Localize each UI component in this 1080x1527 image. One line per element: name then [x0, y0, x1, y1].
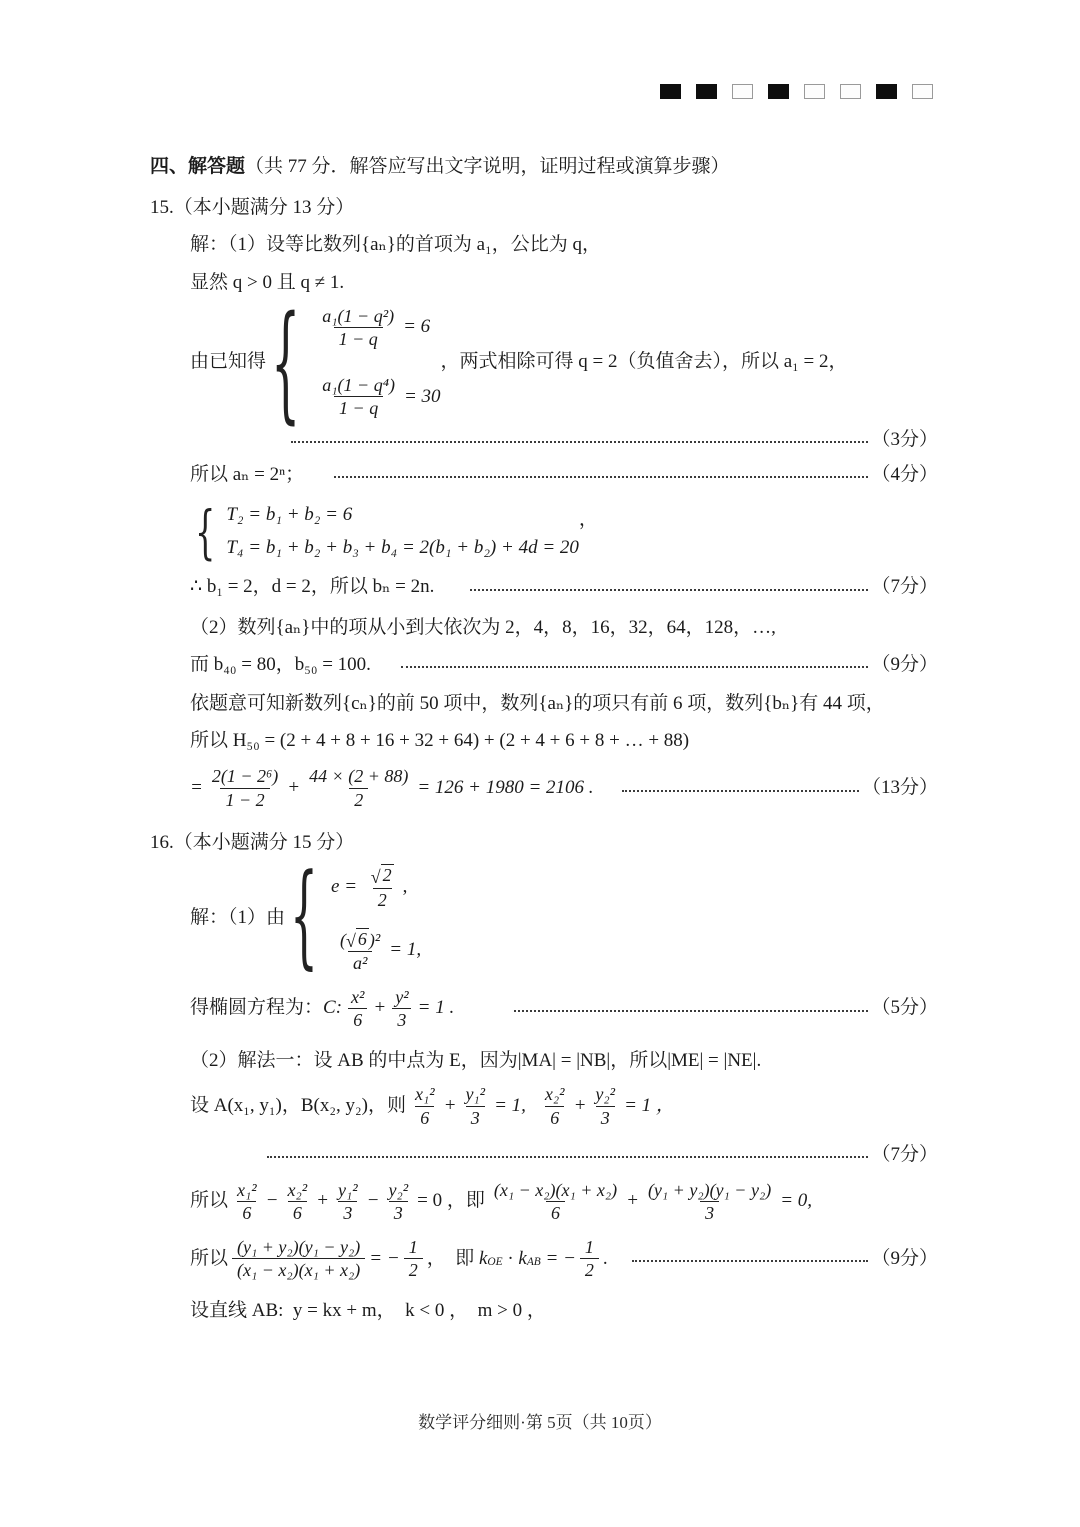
- fraction-numerator: y₁²: [337, 1179, 358, 1200]
- fraction: [489, 1180, 622, 1223]
- dotted-leader: [334, 473, 868, 478]
- q15-system1: [190, 287, 938, 437]
- fraction-denominator: 2: [580, 1258, 599, 1280]
- q16-system1-prefix: 解：（1）由: [190, 907, 286, 929]
- fraction-denominator: 3: [596, 1106, 615, 1128]
- corner-mark-square: [660, 84, 681, 99]
- left-brace-icon: {: [195, 497, 216, 566]
- k-symbol: k: [478, 1247, 488, 1269]
- q15-calc-result: = 126 + 1980 = 2106 .: [417, 777, 594, 799]
- q15-system1-stack: [313, 306, 440, 419]
- score-line-3: [282, 427, 938, 453]
- fraction-numerator: a₁(1 − q⁴): [322, 375, 395, 396]
- score-badge-3: （3分）: [871, 428, 938, 450]
- q16-ellipse-rhs: = 1 .: [417, 997, 455, 1019]
- k-symbol: k: [518, 1247, 527, 1269]
- equation-rhs: = 1 ，: [624, 1094, 675, 1116]
- fraction-numerator: [366, 864, 399, 888]
- q16-eccentricity-eq: [331, 864, 407, 910]
- q16-points-prefix: 设 A(x₁, y₁)，B(x₂, y₂)，则: [190, 1094, 406, 1116]
- fraction-numerator: x₁²: [414, 1084, 435, 1105]
- q16-points-equations: [190, 1084, 938, 1127]
- page-footer: 数学评分细则·第 5页（共 10页）: [418, 1413, 662, 1432]
- fraction-numerator: x₁²: [237, 1179, 257, 1200]
- close-paren-squared: )²: [368, 929, 381, 950]
- section-title-note: （共 77 分．解答应写出文字说明，证明过程或演算步骤）: [245, 156, 730, 177]
- fraction-numerator: x₂²: [287, 1179, 308, 1200]
- fraction-numerator: y₂²: [388, 1179, 409, 1200]
- fraction: [283, 1180, 313, 1223]
- score-line-7: [258, 1142, 938, 1168]
- fraction-numerator: y₂²: [595, 1084, 616, 1105]
- trailing-comma: ，: [578, 508, 598, 530]
- fraction-denominator: a²: [348, 951, 372, 973]
- equals-minus: = −: [540, 1247, 576, 1269]
- dotted-leader: [632, 1257, 869, 1262]
- left-brace-icon: {: [290, 852, 319, 983]
- score-badge-13: （13分）: [861, 777, 938, 799]
- q16-title-text: 16.（本小题满分 15 分）: [150, 831, 355, 853]
- radicand: 6: [357, 929, 367, 949]
- q16-slope-prefix: 所以: [190, 1247, 229, 1269]
- fraction: [317, 306, 399, 349]
- q16-system1: [190, 852, 938, 983]
- score-badge-4: （4分）: [871, 463, 938, 485]
- dotted-leader: [470, 586, 868, 591]
- fraction-numerator: 1: [584, 1237, 594, 1258]
- fraction-numerator: y²: [395, 986, 409, 1007]
- corner-mark-square: [696, 84, 717, 99]
- q15-part2-text: （2）数列{aₙ}中的项从小到大依次为 2，4，8，16，32，64，128，…,: [190, 616, 776, 638]
- dotted-leader: [622, 787, 859, 792]
- q16-diff-prefix: 所以: [190, 1190, 229, 1212]
- fraction: [580, 1237, 599, 1280]
- q15-system2: [190, 497, 938, 566]
- fraction-denominator: (x₁ − x₂)(x₁ + x₂): [232, 1258, 365, 1280]
- q16-difference-equation: [190, 1180, 938, 1223]
- score-badge-9: （9分）: [871, 653, 938, 675]
- corner-mark-square: [912, 84, 933, 99]
- dotted-leader: [514, 1007, 868, 1012]
- plus-sign: +: [573, 1094, 587, 1116]
- plus-sign: +: [373, 997, 387, 1019]
- fraction: [460, 1084, 490, 1127]
- fraction-numerator: (x₁ − x₂)(x₁ + x₂): [493, 1179, 618, 1200]
- section-title: [150, 154, 938, 180]
- fraction: [304, 766, 413, 809]
- q16-point-eq: [331, 928, 421, 973]
- fraction-denominator: 6: [348, 1008, 367, 1030]
- plus-sign: +: [287, 777, 301, 799]
- fraction: [317, 375, 400, 418]
- content-column: [150, 150, 938, 1324]
- fraction-denominator: 6: [545, 1106, 564, 1128]
- radical-sign-icon: √: [370, 866, 381, 887]
- plus-sign: +: [316, 1190, 329, 1212]
- fraction-numerator: (y₁ + y₂)(y₁ − y₂): [237, 1237, 361, 1258]
- q15-an-result: [190, 462, 938, 488]
- fraction-denominator: 6: [546, 1201, 565, 1223]
- q15-eq2: [313, 375, 440, 418]
- q16-slope-product: [190, 1237, 938, 1280]
- fraction-numerator: 1: [408, 1237, 418, 1258]
- fraction-denominator: 3: [392, 1008, 411, 1030]
- q15-system2-stack: [226, 502, 579, 561]
- corner-mark-square: [804, 84, 825, 99]
- q15-eq2-rhs: = 30: [403, 385, 441, 407]
- fraction-numerator: x²: [351, 986, 365, 1007]
- fraction: [335, 928, 385, 973]
- corner-mark-square: [732, 84, 753, 99]
- comma: ,: [402, 875, 408, 897]
- fraction: [232, 1237, 365, 1280]
- corner-registration-marks: [660, 84, 933, 99]
- score-badge-7: （7分）: [871, 576, 938, 598]
- fraction-numerator: a₁(1 − q²): [322, 305, 395, 326]
- equals-sign: =: [190, 777, 203, 799]
- q15-title-text: 15.（本小题满分 13 分）: [150, 197, 355, 219]
- q15-b40-text: 而 b₄₀ = 80，b₅₀ = 100.: [190, 653, 371, 675]
- fraction: [590, 1084, 620, 1127]
- corner-mark-square: [876, 84, 897, 99]
- q15-an-text: 所以 aₙ = 2ⁿ；: [190, 463, 305, 485]
- fraction: [366, 864, 399, 910]
- q15-bn-result: [190, 574, 938, 600]
- q16-title: [150, 830, 938, 856]
- dotted-leader: [401, 663, 869, 668]
- q16-ellipse-equation: [190, 987, 938, 1030]
- fraction: [207, 766, 283, 809]
- q16-ellipse-prefix: 得椭圆方程为：: [190, 997, 324, 1019]
- k-subscript: AB: [526, 1255, 541, 1268]
- fraction: [383, 1180, 413, 1223]
- fraction-numerator: y₁²: [465, 1084, 486, 1105]
- minus-sign: −: [366, 1190, 380, 1212]
- fraction: [540, 1084, 570, 1127]
- equation-rhs: = 1,: [494, 1094, 526, 1116]
- q15-condition-text: 显然 q > 0 且 q ≠ 1.: [190, 271, 345, 293]
- corner-mark-square: [768, 84, 789, 99]
- fraction-denominator: 2: [349, 788, 368, 810]
- fraction-denominator: 6: [237, 1201, 256, 1223]
- fraction-numerator: 44 × (2 + 88): [309, 766, 409, 787]
- dotted-leader: [291, 438, 868, 443]
- q16-lineAB-text: 设直线 AB: y = kx + m， k < 0 ， m > 0 ，: [190, 1299, 546, 1321]
- fraction-denominator: 6: [415, 1106, 434, 1128]
- left-brace-icon: {: [271, 287, 301, 437]
- minus-sign: −: [265, 1190, 279, 1212]
- score-badge-5: （5分）: [871, 997, 938, 1019]
- fraction-denominator: 3: [389, 1201, 408, 1223]
- fraction: [333, 1180, 363, 1223]
- dot-operator: ·: [502, 1247, 519, 1269]
- q15-title: [150, 195, 938, 221]
- sqrt-radical: [346, 928, 369, 950]
- q15-cn-reasoning: [190, 691, 938, 717]
- plus-sign: +: [626, 1190, 639, 1212]
- fraction: [232, 1180, 262, 1223]
- q15-eq1-rhs: = 6: [403, 316, 431, 338]
- q15-setup-text: 解：（1）设等比数列{aₙ}的首项为 a₁，公比为 q，: [190, 234, 601, 256]
- radicand: 2: [382, 865, 392, 885]
- curve-label: C:: [323, 997, 343, 1019]
- q15-line-setup: [190, 232, 938, 258]
- q15-T4-equation: T₄ = b₁ + b₂ + b₃ + b₄ = 2(b₁ + b₂) + 4d = 20: [226, 537, 579, 559]
- fraction-denominator: 1 − q: [334, 327, 383, 349]
- score-badge-7b: （7分）: [871, 1143, 938, 1165]
- fraction: [346, 987, 369, 1030]
- fraction-numerator: x₂²: [544, 1084, 565, 1105]
- q16-point-rhs: = 1,: [389, 939, 422, 961]
- plus-sign: +: [443, 1094, 457, 1116]
- section-title-label: 四、解答题: [150, 156, 246, 177]
- q15-cn-text: 依题意可知新数列{cₙ}的前 50 项中，数列{aₙ}的项只有前 6 项，数列{bₙ}有 44 项，: [190, 693, 885, 715]
- fraction-denominator: 3: [700, 1201, 719, 1223]
- q16-lineAB-definition: [190, 1298, 938, 1324]
- q15-T2-equation: T₂ = b₁ + b₂ = 6: [226, 503, 353, 525]
- q15-H50-calculation: [190, 766, 938, 809]
- fraction-denominator: 3: [466, 1106, 485, 1128]
- fraction: [410, 1084, 440, 1127]
- radical-sign-icon: √: [346, 930, 356, 951]
- dotted-leader: [267, 1153, 868, 1158]
- q16-diff-mid: = 0 ，即: [417, 1190, 485, 1212]
- q15-part2-terms: [190, 615, 938, 641]
- q16-system1-stack: [331, 864, 421, 973]
- period: .: [602, 1247, 608, 1269]
- sqrt-radical: [371, 864, 394, 886]
- fraction-denominator: 3: [338, 1201, 357, 1223]
- q16-diff-rhs: = 0,: [780, 1190, 813, 1212]
- q16-part2-text: （2）解法一：设 AB 的中点为 E，因为|MA| = |NB|，所以|ME| = |NE|.: [190, 1050, 762, 1072]
- q15-H50-expansion: [190, 728, 938, 754]
- fraction-numerator: (y₁ + y₂)(y₁ − y₂): [647, 1179, 772, 1200]
- q16-slope-mid: ， 即: [426, 1247, 479, 1269]
- fraction-denominator: 2: [373, 888, 392, 910]
- score-badge-9b: （9分）: [871, 1247, 938, 1269]
- fraction-denominator: 1 − q: [334, 396, 383, 418]
- q15-system1-prefix: 由已知得: [190, 351, 267, 373]
- q15-eq1: [313, 306, 430, 349]
- q16-part2-setup: [190, 1048, 938, 1074]
- q15-bn-text: ∴ b₁ = 2，d = 2，所以 bₙ = 2n.: [190, 576, 435, 598]
- fraction-numerator: [335, 928, 385, 951]
- fraction-denominator: 6: [288, 1201, 307, 1223]
- fraction-denominator: 1 − 2: [220, 788, 269, 810]
- fraction: [390, 987, 413, 1030]
- fraction: [643, 1180, 776, 1223]
- q15-line-condition: [190, 270, 938, 296]
- k-subscript: OE: [487, 1255, 503, 1268]
- equals-minus: = −: [369, 1247, 400, 1269]
- q15-system1-note: ，两式相除可得 q = 2（负值舍去），所以 a₁ = 2，: [440, 351, 848, 373]
- q15-b40-b50: [190, 652, 938, 678]
- fraction-numerator: 2(1 − 2⁶): [211, 766, 279, 787]
- fraction: [404, 1237, 423, 1280]
- open-paren: (: [340, 929, 347, 950]
- q16-e-lhs: e =: [331, 875, 362, 897]
- fraction-denominator: 2: [404, 1258, 423, 1280]
- corner-mark-square: [840, 84, 861, 99]
- q15-H50-text: 所以 H₅₀ = (2 + 4 + 8 + 16 + 32 + 64) + (2 + 4 + 6 + 8 + … + 88): [190, 730, 690, 752]
